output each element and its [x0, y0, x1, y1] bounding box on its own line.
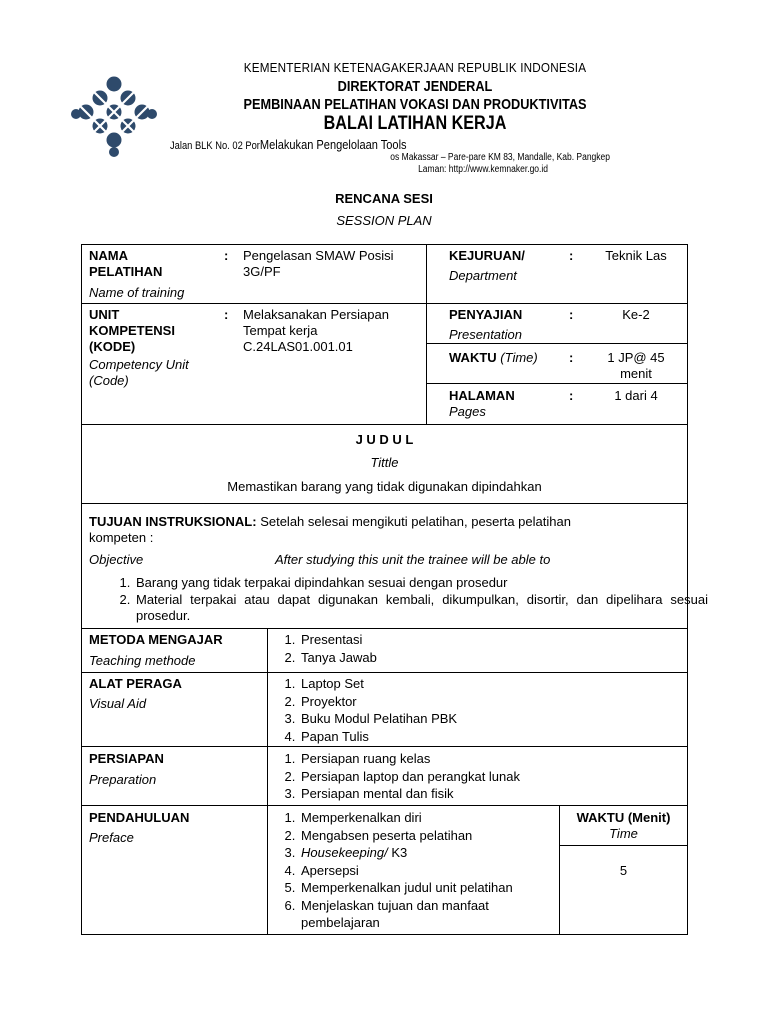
prep-label: PERSIAPAN: [89, 751, 164, 766]
prep-label-en: Preparation: [89, 772, 157, 787]
housekeeping-text: Housekeeping/: [301, 845, 388, 860]
unit-colon: :: [224, 307, 229, 322]
list-item: 4. Apersepsi: [299, 862, 559, 880]
objective-text: [89, 514, 629, 546]
unit-code: C.24LAS01.001.01: [243, 339, 353, 354]
preface-label: PENDAHULUAN: [89, 810, 190, 825]
method-label-en: Teaching methode: [89, 653, 196, 668]
department-label-en: Department: [449, 268, 517, 283]
objective-label-en: Objective: [89, 552, 144, 567]
ministry-name: KEMENTERIAN KETENAGAKERJAAN REPUBLIK INDONESIA: [243, 60, 587, 75]
aids-label: ALAT PERAGA: [89, 676, 182, 691]
time-label-en: (Time): [500, 350, 538, 365]
directorate-name: DIREKTORAT JENDERAL: [337, 78, 493, 95]
page-value: 1 dari 4: [614, 388, 658, 403]
address-start: Jalan BLK No. 02 Por: [170, 140, 260, 152]
method-label: METODA MENGAJAR: [89, 632, 223, 647]
time-value: 1 JP@ 45 menit: [607, 350, 665, 381]
preface-label-en: Preface: [89, 830, 134, 845]
objective-desc: Setelah selesai mengikuti pelatihan, peserta pelatihan kompeten :: [89, 514, 571, 545]
ministry-logo-icon: [70, 74, 158, 158]
presentation-label-en: Presentation: [449, 327, 522, 342]
list-item: 2. Proyektor: [299, 693, 457, 711]
presentation-label: PENYAJIAN: [449, 307, 523, 322]
unit-value: Melaksanakan Persiapan Tempat kerja: [243, 307, 389, 338]
judul-value: Memastikan barang yang tidak digunakan dipindahkan: [227, 479, 542, 494]
department-colon: :: [569, 248, 574, 263]
time-label-group: [449, 350, 538, 366]
prep-list: [269, 750, 520, 803]
website: Laman: http://www.kemnaker.go.id: [418, 164, 548, 175]
time-colon: :: [569, 350, 574, 365]
training-colon: :: [224, 248, 229, 263]
institute-name: BALAI LATIHAN KERJA: [323, 113, 507, 134]
list-item: [299, 844, 559, 862]
training-value: Pengelasan SMAW Posisi 3G/PF: [243, 248, 394, 279]
list-item: 1. Barang yang tidak terpakai dipindahkan sesuai dengan prosedur: [134, 575, 708, 592]
page-label-en: Pages: [449, 404, 486, 419]
judul-label: J U D U L: [355, 432, 414, 447]
list-item: 3. Persiapan mental dan fisik: [299, 785, 520, 803]
address-continuation: os Makassar – Pare-pare KM 83, Mandalle, Kab. Pangkep: [390, 152, 610, 163]
time-label: WAKTU: [449, 350, 497, 365]
doc-subtitle: SESSION PLAN: [336, 213, 432, 228]
judul-label-en: Tittle: [370, 455, 399, 470]
presentation-value: Ke-2: [622, 307, 650, 322]
unit-label-en: Competency Unit (Code): [89, 357, 189, 388]
list-item: 1. Laptop Set: [299, 675, 457, 693]
list-item: 1. Presentasi: [299, 631, 377, 649]
list-item: 2. Tanya Jawab: [299, 649, 377, 667]
preface-list: [269, 809, 559, 932]
page-colon: :: [569, 388, 574, 403]
address-line: [170, 137, 407, 152]
list-item: 1. Persiapan ruang kelas: [299, 750, 520, 768]
presentation-colon: :: [569, 307, 574, 322]
division-name: PEMBINAAN PELATIHAN VOKASI DAN PRODUKTIVITAS: [243, 96, 587, 113]
unit-label: UNIT KOMPETENSI (KODE): [89, 307, 175, 354]
list-item: 1. Memperkenalkan diri: [299, 809, 559, 827]
training-label-en: Name of training: [89, 285, 185, 300]
objective-text-en: After studying this unit the trainee will be able to: [275, 552, 551, 567]
department-value: Teknik Las: [605, 248, 667, 263]
training-label: NAMA PELATIHAN: [89, 248, 163, 279]
objective-label: TUJUAN INSTRUKSIONAL:: [89, 514, 257, 529]
overlay-text: Melakukan Pengelolaan Tools: [259, 137, 407, 152]
preface-time-label-en: Time: [609, 826, 638, 841]
list-item: 2. Material terpakai atau dapat digunakan kembali, dikumpulkan, disortir, dan dipelihara sesuai prosedur.: [134, 592, 708, 625]
department-label: KEJURUAN/: [449, 248, 525, 263]
preface-time-value: 5: [619, 863, 628, 878]
objective-list: [104, 575, 708, 625]
preface-time-label: WAKTU (Menit): [576, 810, 671, 825]
k3-text: K3: [391, 845, 408, 860]
list-item: 2. Persiapan laptop dan perangkat lunak: [299, 768, 520, 786]
aids-list: [269, 675, 457, 745]
list-item: 3. Buku Modul Pelatihan PBK: [299, 710, 457, 728]
list-item: 6. Menjelaskan tujuan dan manfaat pembelajaran: [299, 897, 559, 932]
doc-title: RENCANA SESI: [335, 191, 433, 206]
page-label: HALAMAN: [449, 388, 515, 403]
list-item: 4. Papan Tulis: [299, 728, 457, 746]
list-item: 2. Mengabsen peserta pelatihan: [299, 827, 559, 845]
list-item: 5. Memperkenalkan judul unit pelatihan: [299, 879, 559, 897]
aids-label-en: Visual Aid: [89, 696, 147, 711]
method-list: [269, 631, 377, 666]
